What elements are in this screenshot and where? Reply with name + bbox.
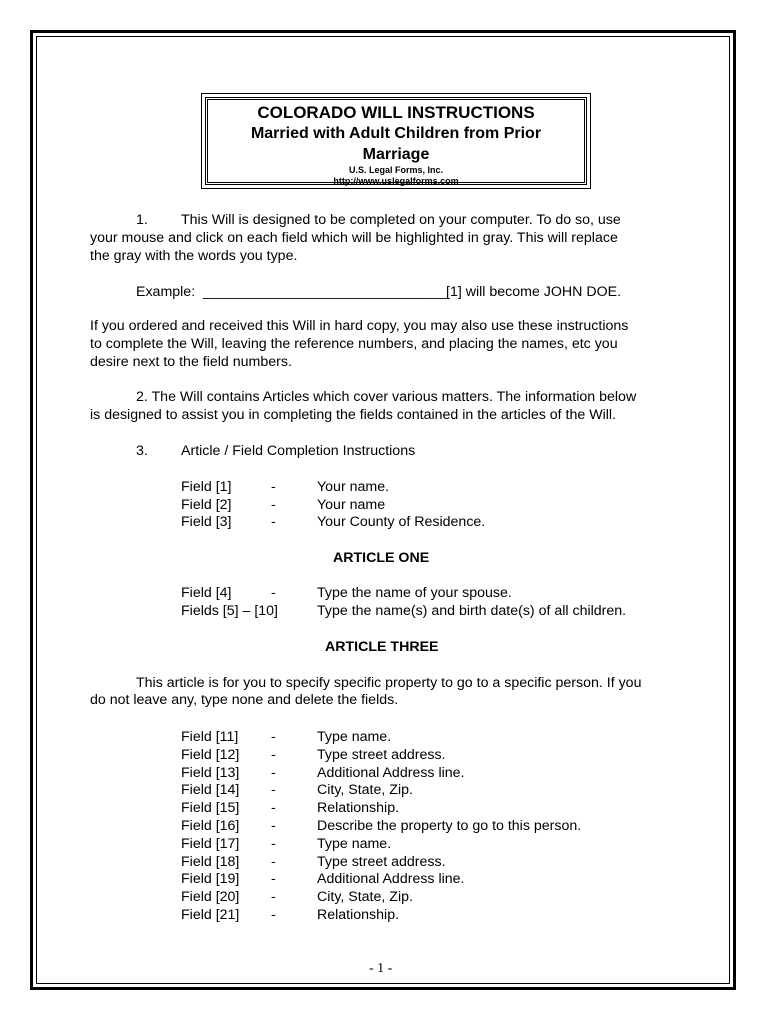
field-dash: - [271, 479, 276, 495]
title-box-inner [205, 97, 587, 185]
field-dash: - [271, 800, 276, 816]
field-label: Field [19] [181, 871, 240, 887]
field-description: City, State, Zip. [317, 889, 413, 905]
field-description: Describe the property to go to this person. [317, 818, 582, 834]
field-dash: - [271, 765, 276, 781]
field-description: Your name. [317, 479, 390, 495]
para3-number: 3. [136, 443, 148, 459]
field-dash: - [271, 782, 276, 798]
field-label: Field [16] [181, 818, 240, 834]
company-name: U.S. Legal Forms, Inc. [348, 165, 444, 175]
hardcopy-line2: to complete the Will, leaving the reference numbers, and placing the names, etc you [90, 336, 618, 352]
field-description: Type name. [317, 836, 392, 852]
article-three-intro-line2: do not leave any, type none and delete the fields. [90, 692, 399, 708]
field-description: Type the name(s) and birth date(s) of all children. [317, 603, 627, 619]
document-title: COLORADO WILL INSTRUCTIONS [257, 103, 535, 122]
para1-line1: This Will is designed to be completed on your computer. To do so, use [181, 212, 621, 228]
document-subtitle-line1: Married with Adult Children from Prior [250, 125, 542, 142]
para2-line2: is designed to assist you in completing the fields contained in the articles of the Will. [90, 407, 617, 423]
field-label: Field [14] [181, 782, 240, 798]
field-label: Field [3] [181, 514, 232, 530]
field-dash: - [271, 889, 276, 905]
title-box [201, 93, 591, 189]
field-dash: - [271, 854, 276, 870]
field-description: Type name. [317, 729, 392, 745]
field-dash: - [271, 729, 276, 745]
example-text: [1] will become JOHN DOE. [446, 284, 622, 300]
company-url[interactable]: http://www.uslegalforms.com [333, 176, 459, 186]
field-label: Field [21] [181, 907, 240, 923]
field-dash: - [271, 836, 276, 852]
example-label: Example: [136, 284, 196, 300]
field-label: Field [13] [181, 765, 240, 781]
field-description: Relationship. [317, 907, 400, 923]
example-blank: _______________________________ [203, 284, 448, 300]
article-three-heading: ARTICLE THREE [325, 639, 439, 655]
field-label: Field [17] [181, 836, 240, 852]
field-label: Field [20] [181, 889, 240, 905]
field-dash: - [271, 514, 276, 530]
field-label: Fields [5] – [10] [181, 603, 278, 619]
article-three-intro-line1: This article is for you to specify specific property to go to a specific person. If you [136, 675, 642, 691]
field-dash: - [271, 747, 276, 763]
para1-number: 1. [136, 212, 148, 228]
field-description: Relationship. [317, 800, 400, 816]
field-label: Field [15] [181, 800, 240, 816]
field-label: Field [4] [181, 585, 232, 601]
field-label: Field [1] [181, 479, 232, 495]
field-label: Field [11] [181, 729, 239, 745]
para1-line3: the gray with the words you type. [90, 248, 298, 264]
field-description: Your name [317, 497, 386, 513]
para1-line2: your mouse and click on each field which will be highlighted in gray. This will replace [90, 230, 618, 246]
field-description: City, State, Zip. [317, 782, 413, 798]
field-description: Additional Address line. [317, 765, 465, 781]
field-description: Your County of Residence. [317, 514, 486, 530]
field-description: Additional Address line. [317, 871, 465, 887]
hardcopy-line1: If you ordered and received this Will in hard copy, you may also use these instructions [90, 318, 629, 334]
field-dash: - [271, 818, 276, 834]
field-dash: - [271, 585, 276, 601]
field-description: Type street address. [317, 854, 446, 870]
field-dash: - [271, 497, 276, 513]
article-one-heading: ARTICLE ONE [333, 550, 430, 566]
field-label: Field [12] [181, 747, 240, 763]
document-subtitle-line2: Marriage [362, 146, 430, 163]
para2-line1: 2. The Will contains Articles which cover various matters. The information below [136, 389, 637, 405]
field-description: Type street address. [317, 747, 446, 763]
field-label: Field [2] [181, 497, 232, 513]
field-dash: - [271, 907, 276, 923]
hardcopy-line3: desire next to the field numbers. [90, 354, 292, 370]
field-dash: - [271, 871, 276, 887]
page-number: - 1 - [369, 961, 393, 976]
field-description: Type the name of your spouse. [317, 585, 512, 601]
para3-text: Article / Field Completion Instructions [181, 443, 416, 459]
field-label: Field [18] [181, 854, 240, 870]
